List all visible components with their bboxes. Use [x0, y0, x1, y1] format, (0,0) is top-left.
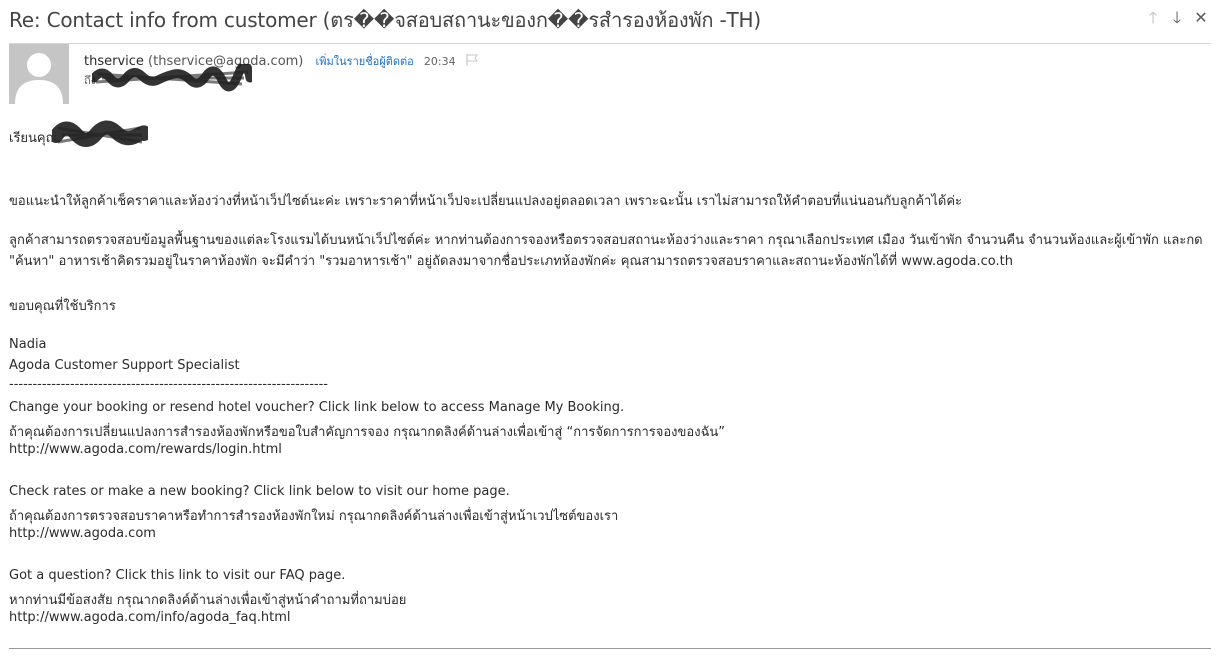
section-2-english: Check rates or make a new booking? Click link below to visit our home page.: [9, 484, 510, 499]
header-divider: [9, 43, 1211, 44]
section-1-thai: ถ้าคุณต้องการเปลี่ยนแปลงการสำรองห้องพักหรือขอใบสำคัญการจอง กรุณากดลิงค์ด้านล่างเพื่อเข้าสู่ “การจัดการการจองของฉัน”: [9, 425, 726, 440]
sender-name[interactable]: thservice: [84, 54, 144, 69]
arrow-down-icon[interactable]: 🡓: [1172, 8, 1182, 27]
redacted-name: [52, 118, 148, 152]
signature-separator: --------------------------------------------------------------------: [9, 377, 328, 392]
flag-icon[interactable]: [466, 54, 478, 70]
arrow-up-icon[interactable]: 🡑: [1148, 8, 1158, 27]
avatar: [9, 44, 69, 104]
close-icon[interactable]: ✕: [1194, 8, 1208, 27]
paragraph-2: ลูกค้าสามารถตรวจสอบข้อมูลพื้นฐานของแต่ละโรงแรมได้บนหน้าเว็ปไซต์ค่ะ หากท่านต้องการจองหรือตรวจสอบสถานะห้องว่างและราคา กรุณาเลือกประเทศ เมือง วันเข้าพัก จำนวนคืน จำนวนห้องและผู้เข้าพัก และกด "ค้นหา" อาหารเช้าคิดรวมอยู่ในราคาห้องพัก จะมีคำว่า "รวมอาหารเช้า" อยู่ถัดลงมาจากชื่อประเภทห้องพักค่ะ คุณสามารถตรวจสอบราคาและสถานะห้องพักได้ที่ www.agoda.co.th: [9, 233, 1203, 269]
add-to-contacts-link[interactable]: เพิ่มในรายชื่อผู้ติดต่อ: [315, 55, 414, 68]
footer-divider: [9, 648, 1211, 649]
email-subject: Re: Contact info from customer (ตร��จสอบสถานะของก��รสำรองห้องพัก -TH): [9, 8, 761, 32]
faq-link[interactable]: http://www.agoda.com/info/agoda_faq.html: [9, 610, 291, 625]
section-3-english: Got a question? Click this link to visit our FAQ page.: [9, 568, 346, 583]
thanks-line: ขอบคุณที่ใช้บริการ: [9, 299, 116, 314]
signature-name: Nadia: [9, 337, 47, 352]
section-3-thai: หากท่านมีข้อสงสัย กรุณากดลิงค์ด้านล่างเพื่อเข้าสู่หน้าคำถามที่ถามบ่อย: [9, 593, 407, 608]
section-1-english: Change your booking or resend hotel voucher? Click link below to access Manage My Booking.: [9, 400, 625, 415]
redacted-recipient: [92, 64, 252, 92]
sender-email: (thservice@agoda.com): [148, 54, 304, 69]
sent-time: 20:34: [423, 55, 456, 68]
greeting: เรียนคุณ: [9, 131, 58, 146]
to-label: ถึง: [84, 74, 97, 87]
paragraph-1: ขอแนะนำให้ลูกค้าเช็คราคาและห้องว่างที่หน้าเว็ปไซต์นะค่ะ เพราะราคาที่หน้าเว็ปจะเปลี่ยนแปลงอยู่ตลอดเวลา เพราะฉะนั้น เราไม่สามารถให้คำตอบที่แน่นอนกับลูกค้าได้ค่ะ: [9, 194, 962, 209]
message-nav: [1144, 8, 1210, 28]
section-2-thai: ถ้าคุณต้องการตรวจสอบราคาหรือทำการสำรองห้องพักใหม่ กรุณากดลิงค์ด้านล่างเพื่อเข้าสู่หน้าเวปไซต์ของเรา: [9, 509, 619, 524]
person-icon: [9, 44, 69, 104]
signature-title: Agoda Customer Support Specialist: [9, 358, 240, 373]
manage-booking-link[interactable]: http://www.agoda.com/rewards/login.html: [9, 442, 282, 457]
home-page-link[interactable]: http://www.agoda.com: [9, 526, 156, 541]
